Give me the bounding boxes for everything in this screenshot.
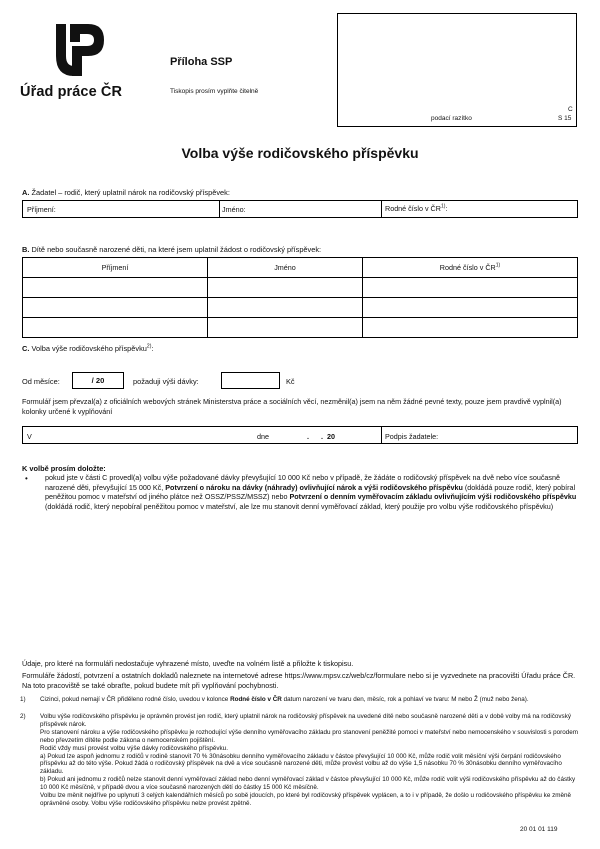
child-surname-input[interactable] — [23, 278, 208, 298]
child-name-input[interactable] — [208, 318, 363, 338]
footnote-2 — [20, 713, 580, 808]
table-row — [23, 278, 578, 298]
amount-input[interactable] — [221, 372, 280, 389]
applicant-surname-field[interactable]: Příjmení: — [27, 205, 56, 214]
annex-title: Příloha SSP — [170, 56, 233, 68]
table-row — [23, 318, 578, 338]
signature-cell[interactable] — [381, 427, 577, 443]
urad-prace-logo-icon — [54, 22, 106, 78]
form-code-c: C — [568, 106, 573, 113]
section-b-heading-text: Dítě nebo současně narozené děti, na které jsem uplatnil žádost o rodičovský příspěvek: — [31, 245, 322, 254]
col-surname: Příjmení — [23, 258, 208, 278]
request-amount-label: požaduji výši dávky: — [133, 377, 199, 386]
fill-hint: Tiskopis prosím vyplňte čitelně — [170, 88, 259, 95]
footnote-2-p1: Volbu výše rodičovského příspěvku je oprávněn provést jen rodič, který uplatnil nárok na rodičovský příspěvek na uvedené dítě nebo současně narozené děti a v době volby má na rodičovský příspěvek nárok. — [40, 713, 571, 728]
applicant-name-cell[interactable] — [219, 201, 246, 217]
applicant-birthno-cell[interactable] — [381, 201, 577, 217]
signature-label: Podpis žadatele: — [385, 432, 439, 441]
applicant-row — [22, 200, 578, 218]
table-row — [23, 298, 578, 318]
date-input[interactable]: . . 20 — [307, 432, 335, 441]
footnote-2-p2: Pro stanovení nároku a výše rodičovského příspěvku je rozhodující výše denního vyměřovacího základu pro stanovení peněžité pomoci v mateřství nebo nemocenského v souvislosti s porodem nebo převzetím dítěte podle zákona o nemocenském pojištění. — [40, 728, 578, 744]
attachments-text: pokud jste v části C provedl(a) volbu výše požadované dávky převyšující 10 000 Kč nebo v případě, že žádáte o rodičovský příspěvek na dvě nebo více současně narozené děti, převyšující 15 000 Kč, Potvrzení o nároku na dávky (náhrady) ovlivňující nárok a výši rodičovského příspěvku (dokládá pouze rodič, který pobíral peněžitou pomoc v mateřství od jiného plátce než OSSZ/PSSZ/MSSZ) nebo Potvrzení o denním vyměřovacím základu ovlivňujícím výši rodičovského příspěvku (dokládá rodič, který nepobíral peněžitou pomoc v mateřství, ale lze mu stanovit denní vyměřovací základ, který použije pro volbu výše rodičovského příspěvku) — [45, 473, 577, 511]
from-month-label: Od měsíce: — [22, 377, 60, 386]
section-a-heading — [22, 188, 230, 197]
organization-name: Úřad práce ČR — [20, 84, 123, 100]
child-surname-input[interactable] — [23, 318, 208, 338]
stamp-label: podací razítko — [431, 115, 472, 122]
section-c-heading-text: Volba výše rodičovského příspěvku — [31, 344, 147, 353]
signature-row — [22, 426, 578, 444]
footnote-2-p6: Volbu lze měnit nejdříve po uplynutí 3 celých kalendářních měsíců po sobě jdoucích, po které byl rodičovský příspěvek vyplácen, a to i v případě, že došlo u rodičovského příspěvku ke změně oprávněné osoby. Volbu výše rodičovského příspěvku nelze provést zpětně. — [40, 792, 571, 807]
children-table — [22, 257, 578, 338]
bullet-icon: • — [25, 474, 28, 483]
children-table-header — [23, 258, 578, 278]
child-name-input[interactable] — [208, 278, 363, 298]
footnote-2-p3: Rodič vždy musí provést volbu výše dávky rodičovského příspěvku. — [40, 744, 228, 752]
currency-label: Kč — [286, 377, 295, 386]
child-name-input[interactable] — [208, 298, 363, 318]
footer-note-2: Formuláře žádostí, potvrzení a ostatních dokladů naleznete na internetové adrese https://www.mpsv.cz/web/cz/formulare nebo si je vyzvednete na pracovišti Úřadu práce ČR. Na toto pracoviště se také obraťte, pokud budete mít při vyplňování pochybnosti. — [22, 671, 576, 690]
footer-note-1: Údaje, pro které na formuláři nedostačuje vyhrazené místo, uveďte na volném listě a přiložte k tiskopisu. — [22, 659, 354, 668]
footnote-2-number: 2) — [20, 713, 26, 720]
child-birthno-input[interactable] — [363, 298, 578, 318]
col-birthno: Rodné číslo v ČR$^{1)}$ — [363, 258, 578, 278]
stamp-box[interactable] — [337, 13, 577, 127]
applicant-name-label: Jméno: — [222, 205, 246, 214]
section-c-letter: C. — [22, 344, 30, 353]
footnote-1: 1) Cizinci, pokud nemají v ČR přiděleno rodné číslo, uvedou v kolonce Rodné číslo v ČR datum narození ve tvaru den, měsíc, rok a pohlaví ve tvaru: M nebo Ž (muž nebo žena). — [20, 696, 529, 703]
declaration-text: Formulář jsem převzal(a) z oficiálních webových stránek Ministerstva práce a sociálních věcí, nezměnil(a) jsem na něm žádné pevné texty, pouze jsem pravdivě vyplnil(a) kolonky určené k vyplňování — [22, 397, 562, 416]
child-birthno-input[interactable] — [363, 278, 578, 298]
section-c-footnote-ref: 2) — [146, 343, 152, 350]
applicant-birthno-label: Rodné číslo v ČR$^{1)}$: — [385, 203, 448, 213]
section-a-heading-text: Žadatel – rodič, který uplatnil nárok na rodičovský příspěvek: — [31, 188, 230, 197]
child-birthno-input[interactable] — [363, 318, 578, 338]
section-a-letter: A. — [22, 188, 30, 197]
footnote-2-p4: a) Pokud lze aspoň jednomu z rodičů v rodině stanovit 70 % 30násobku denního vyměřovacího základu v částce převyšující 10 000 Kč, může rodič volit měsíční výši čerpání rodičovského příspěvku až do této výše. Pokud žádá o rodičovský příspěvek na dvě a více současně narozené děti, může provést volbu až do výše 1,5 násobku 70 % 30násobku denního vyměřovacího základu. — [40, 752, 562, 776]
section-b-heading — [22, 245, 321, 254]
form-number: 20 01 01 119 — [520, 826, 558, 833]
form-code-s: S 15 — [558, 115, 572, 122]
col-name: Jméno — [208, 258, 363, 278]
page-title: Volba výše rodičovského příspěvku — [181, 145, 419, 161]
section-b-letter: B. — [22, 245, 30, 254]
child-surname-input[interactable] — [23, 298, 208, 318]
date-label: dne — [257, 432, 269, 441]
place-input[interactable]: V — [27, 432, 32, 441]
footnote-1-number: 1) — [20, 696, 26, 703]
section-c-heading: C. Volba výše rodičovského příspěvku$^{2)}$: — [22, 343, 154, 353]
attachments-heading: K volbě prosím doložte: — [22, 464, 106, 473]
month-input[interactable]: / 20 — [72, 372, 124, 389]
footnote-2-p5: b) Pokud ani jednomu z rodičů nelze stanovit denní vyměřovací základ nebo denní vyměřovací základ v částce převyšující 10 000 Kč, může rodič volit výši rodičovského příspěvku až do částky 10 000 Kč měsíčně, v případě dvou a více současně narozených dětí do částky 15 000 Kč měsíčně. — [40, 776, 576, 792]
